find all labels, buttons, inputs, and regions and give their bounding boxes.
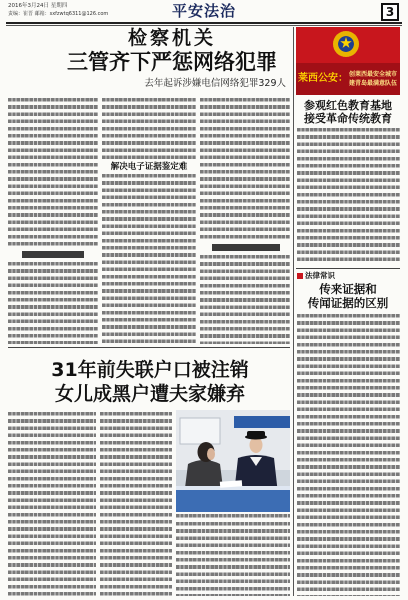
legal-label-text: 法律常识: [305, 271, 335, 280]
lead-subhead-1-illegible: [22, 251, 84, 258]
legal-headline-line1: 传来证据和: [319, 282, 377, 296]
header-rule-thin: [6, 25, 402, 26]
ad-slogan-1: 创莱西最安全城市: [349, 71, 398, 78]
ad-slogan-2: 建青岛最满意队伍: [349, 80, 398, 87]
lead-body-col2-a: [102, 98, 196, 160]
square-bullet-icon: [297, 273, 303, 279]
lead-headline: 三管齐下严惩网络犯罪: [67, 50, 277, 74]
photo-woman-face: [207, 448, 215, 460]
second-body-col1: [8, 412, 96, 596]
second-body-col2: [100, 412, 172, 596]
side-headline-line1: 参观红色教育基地: [304, 99, 392, 112]
side-headline-line2: 接受革命传统教育: [304, 112, 392, 125]
second-headline-line2: 女儿成黑户遭夫家嫌弃: [54, 383, 245, 405]
lead-subhead-2: 解决电子证据鉴定难: [110, 162, 188, 172]
photo-caption-illegible: [176, 514, 290, 518]
page-number: 3: [381, 3, 399, 21]
photo-officer-cap-brim: [245, 435, 267, 440]
lead-subheadline: 去年起诉涉嫌电信网络犯罪329人: [144, 78, 286, 89]
lead-body-col3-a: [200, 98, 290, 240]
ad-slogans: [349, 70, 397, 88]
legal-body: [297, 314, 400, 596]
legal-divider: [296, 268, 400, 269]
legal-column-label: [297, 271, 335, 280]
second-headline-line1: 31年前失联户口被注销: [51, 359, 249, 381]
side-body: [297, 128, 400, 265]
lead-kicker: 检察机关: [127, 27, 216, 49]
police-ad-banner: [296, 27, 400, 95]
second-body-col3: [176, 522, 290, 596]
news-photo: [176, 410, 290, 512]
photo-window: [180, 418, 220, 444]
ad-brand: 莱西公安：: [298, 73, 348, 84]
legal-headline-line2: 传闻证据的区别: [307, 296, 389, 310]
photo-wall-sign: [234, 416, 290, 428]
issue-date: 2016年3月24日 星期四: [8, 3, 68, 9]
lead-subhead-3-illegible: [212, 244, 280, 251]
article-divider: [8, 347, 290, 348]
header-rule-thick: [6, 22, 402, 24]
column-divider: [293, 27, 294, 596]
ad-text-band: [296, 63, 400, 95]
lead-body-col1-a: [8, 98, 98, 248]
lead-body-col3-b: [200, 255, 290, 344]
editor-line: 责编：崔晋 邮箱：sxfzwtq6311@126.com: [8, 11, 109, 17]
section-title: 平安法治: [171, 2, 236, 20]
lead-body-col2-b: [102, 174, 196, 344]
lead-body-col1-b: [8, 262, 98, 344]
photo-counter: [176, 490, 290, 512]
